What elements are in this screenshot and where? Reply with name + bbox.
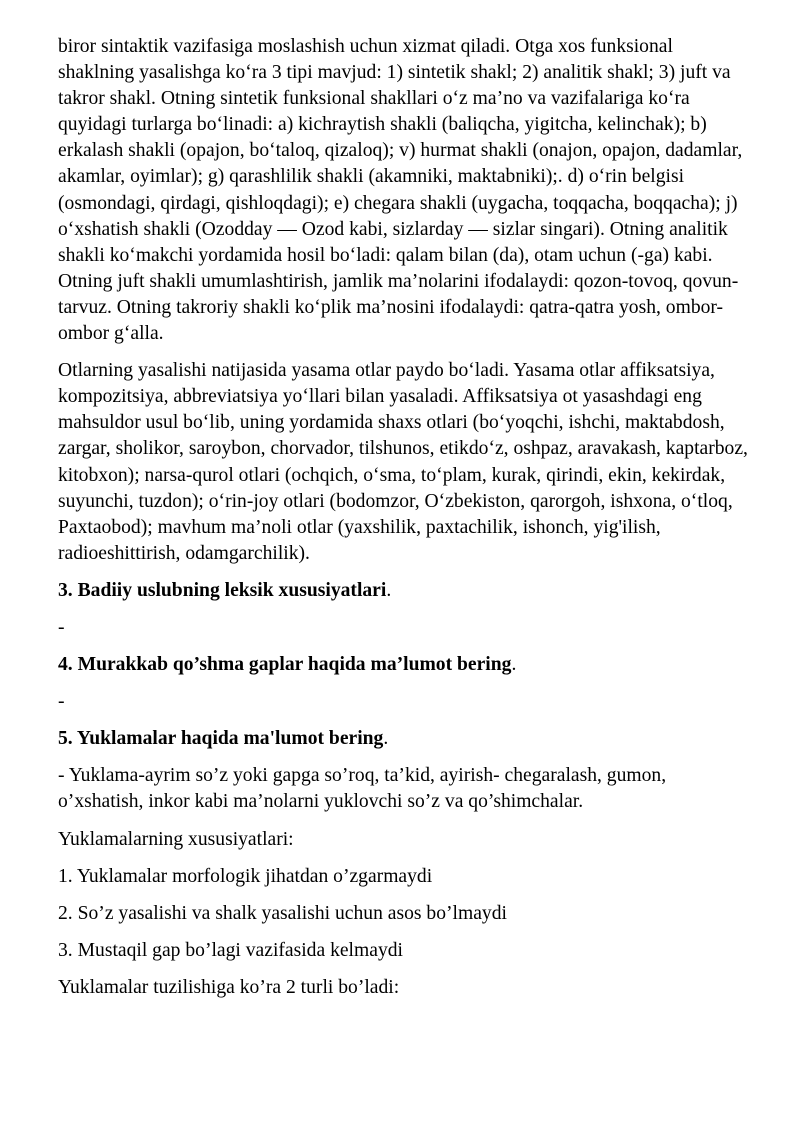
heading-question-5-period: .	[383, 728, 389, 750]
heading-question-3-text: 3. Badiiy uslubning leksik xususiyatlari	[58, 579, 387, 601]
paragraph-noun-forms: biror sintaktik vazifasiga moslashish uchun xizmat qiladi. Otga xos funksional shaklning yasalishga ko‘ra 3 tipi mavjud: 1) sintetik shakl; 2) analitik shakl; 3) juft va takror shakl. Otning sintetik funksional shakllari o‘z ma’no va vazifalariga ko‘ra quyidagi turlarga bo‘linadi: a) kichraytish shakli (baliqcha, yigitcha, kelinchak); b) erkalash shakli (opajon, bo‘taloq, qizaloq); v) hurmat shakli (onajon, opajon, dadamlar, akamlar, oyimlar); g) qarashlilik shakli (akamniki, maktabniki);. d) o‘rin belgisi (osmondagi, qirdagi, qishloqdagi); e) chegara shakli (uygacha, toqqacha, boqqacha); j) o‘xshatish shakli (Ozodday — Ozod kabi, sizlarday — sizlar singari). Otning analitik shakli ko‘makchi yordamida hosil bo‘ladi: qalam bilan (da), otam uchun (-ga) kabi. Otning juft shakli umumlashtirish, jamlik ma’nolarini ifodalaydi: qozon-tovoq, qovun-tarvuz. Otning takroriy shakli ko‘plik ma’nosini ifodalaydi: qatra-qatra yosh, ombor-ombor g‘alla.	[58, 36, 743, 345]
feature-item: 2. So’z yasalishi va shalk yasalishi uchun asos bo’lmaydi	[58, 902, 507, 924]
paragraph-particles-definition: - Yuklama-ayrim so’z yoki gapga so’roq, ta’kid, ayirish- chegaralash, gumon, o’xshatish, inkor kabi ma’nolarni yuklovchi so’z va qo’shimchalar.	[58, 765, 667, 813]
heading-question-5	[58, 726, 748, 752]
feature-item: 3. Mustaqil gap bo’lagi vazifasida kelmaydi	[58, 939, 403, 961]
answer-dash-3: -	[58, 616, 65, 638]
paragraph-derived-nouns: Otlarning yasalishi natijasida yasama otlar paydo bo‘ladi. Yasama otlar affiksatsiya, kompozitsiya, abbreviatsiya yo‘llari bilan yasaladi. Affiksatsiya ot yasashdagi eng mahsuldor usul bo‘lib, uning yordamida shaxs otlari (bo‘yoqchi, ishchi, maktabdosh, zargar, sholikor, saroybon, chorvador, tilshunos, etikdo‘z, oshpaz, aravakash, kaptarboz, kitobxon); narsa-qurol otlari (ochqich, o‘sma, to‘plam, kurak, qirindi, ekin, kekirdak, suyunchi, tuzdon); o‘rin-joy otlari (bodomzor, O‘zbekiston, qarorgoh, ishxona, o‘tloq, Paxtaobod); mavhum ma’noli otlar (yaxshilik, paxtachilik, ishonch, yig'ilish, radioeshittirish, odamgarchilik).	[58, 360, 748, 564]
heading-question-5-text: 5. Yuklamalar haqida ma'lumot bering	[58, 728, 384, 750]
heading-question-3	[58, 578, 748, 604]
answer-dash-4: -	[58, 691, 65, 713]
paragraph-particle-types: Yuklamalar tuzilishiga ko’ra 2 turli bo’ladi:	[58, 976, 400, 998]
feature-item: 1. Yuklamalar morfologik jihatdan o’zgarmaydi	[58, 865, 433, 887]
heading-question-4	[58, 652, 748, 678]
features-title: Yuklamalarning xususiyatlari:	[58, 828, 294, 850]
heading-question-4-text: 4. Murakkab qo’shma gaplar haqida ma’lumot bering	[58, 654, 512, 676]
document-page	[58, 34, 748, 1012]
heading-question-3-period: .	[386, 579, 392, 601]
heading-question-4-period: .	[511, 654, 517, 676]
